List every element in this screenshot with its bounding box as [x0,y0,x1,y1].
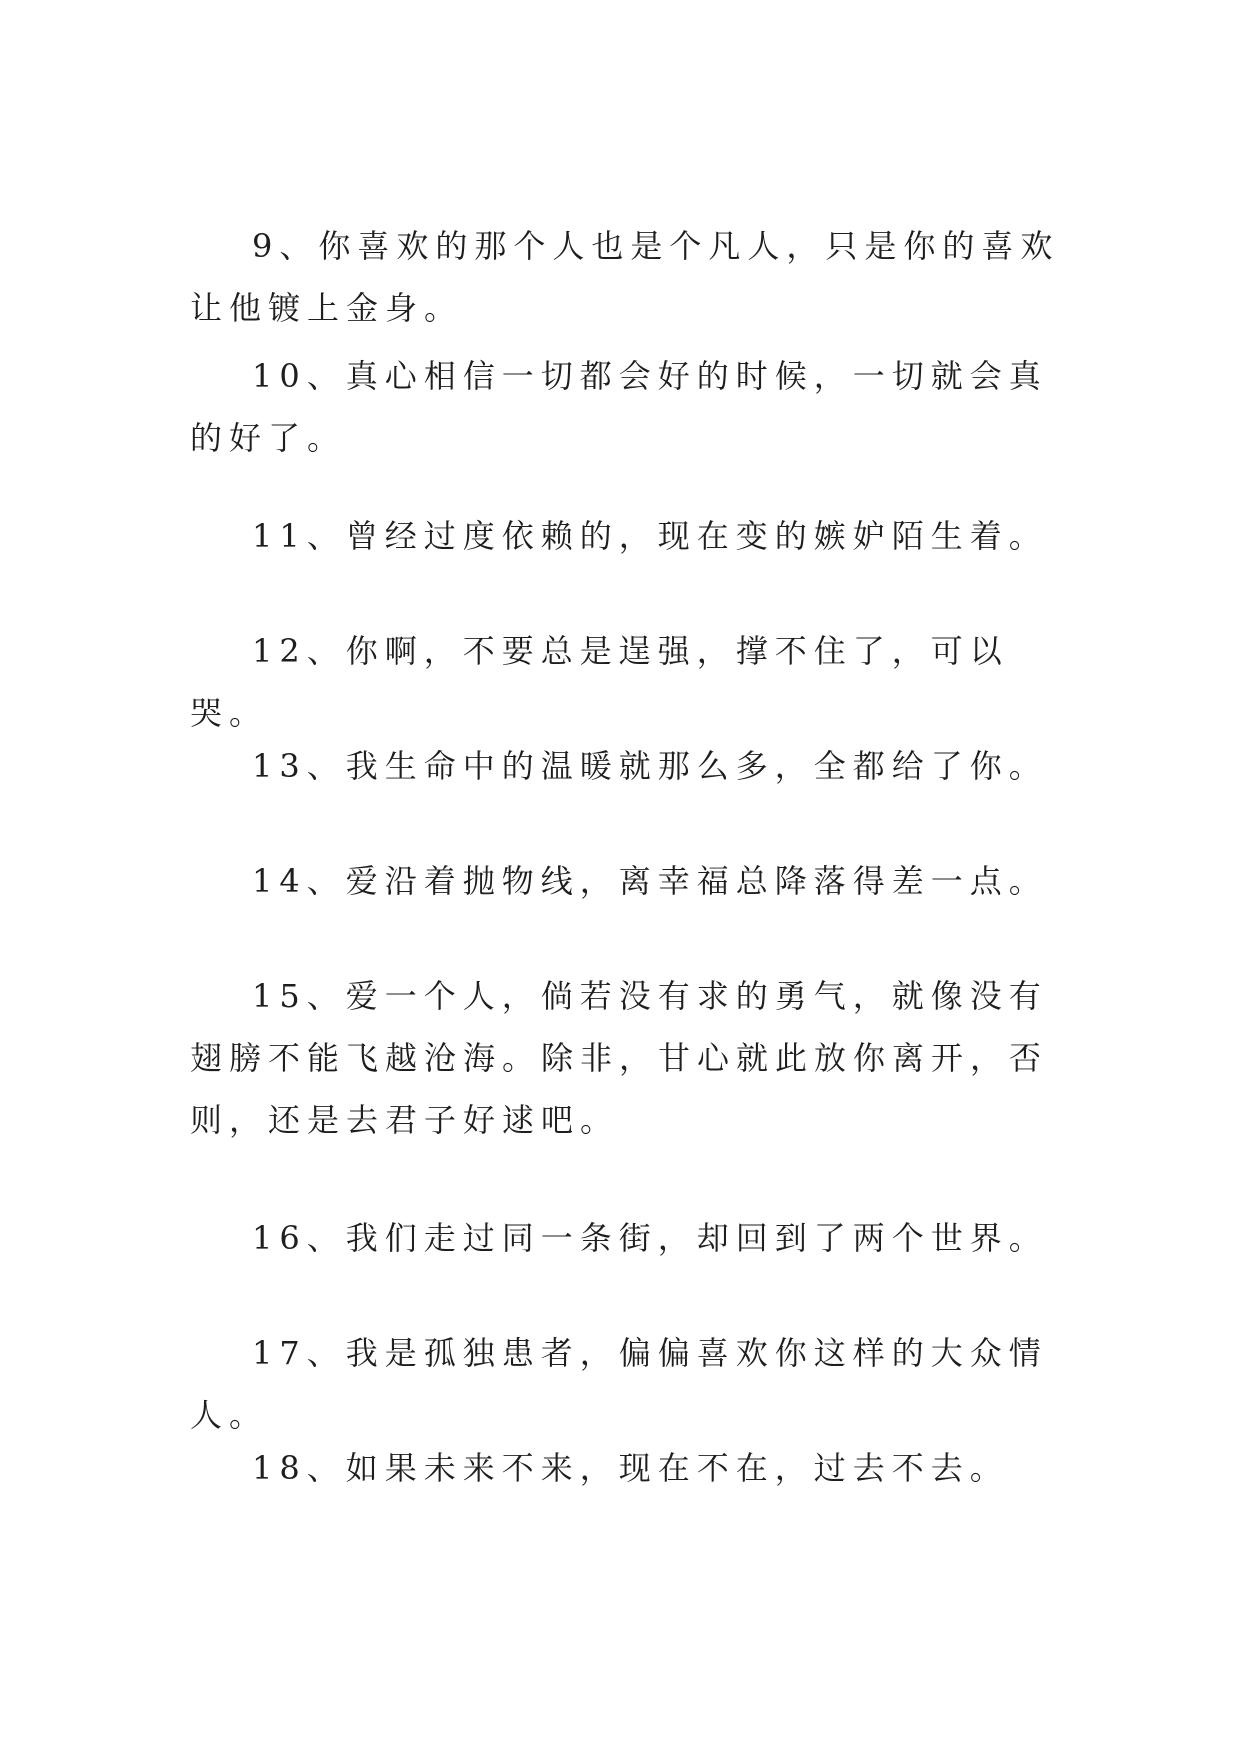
paragraph-18: 18、如果未来不来，现在不在，过去不去。 [252,1449,1009,1487]
paragraph-15: 15、爱一个人，倘若没有求的勇气，就像没有翅膀不能飞越沧海。除非，甘心就此放你离开，否则，还是去君子好逑吧。 [190,977,1049,1139]
paragraph-16: 16、我们走过同一条街，却回到了两个世界。 [252,1219,1048,1257]
paragraph-13: 13、我生命中的温暖就那么多，全都给了你。 [252,747,1048,785]
paragraph-10: 10、真心相信一切都会好的时候，一切就会真的好了。 [190,357,1048,457]
paragraph-9: 9、你喜欢的那个人也是个凡人，只是你的喜欢让他镀上金身。 [190,227,1060,327]
paragraph-17: 17、我是孤独患者，偏偏喜欢你这样的大众情人。 [190,1334,1048,1434]
paragraph-14: 14、爱沿着抛物线，离幸福总降落得差一点。 [252,862,1048,900]
paragraph-12: 12、你啊，不要总是逞强，撑不住了，可以哭。 [190,632,1009,732]
paragraph-11: 11、曾经过度依赖的，现在变的嫉妒陌生着。 [252,517,1048,555]
